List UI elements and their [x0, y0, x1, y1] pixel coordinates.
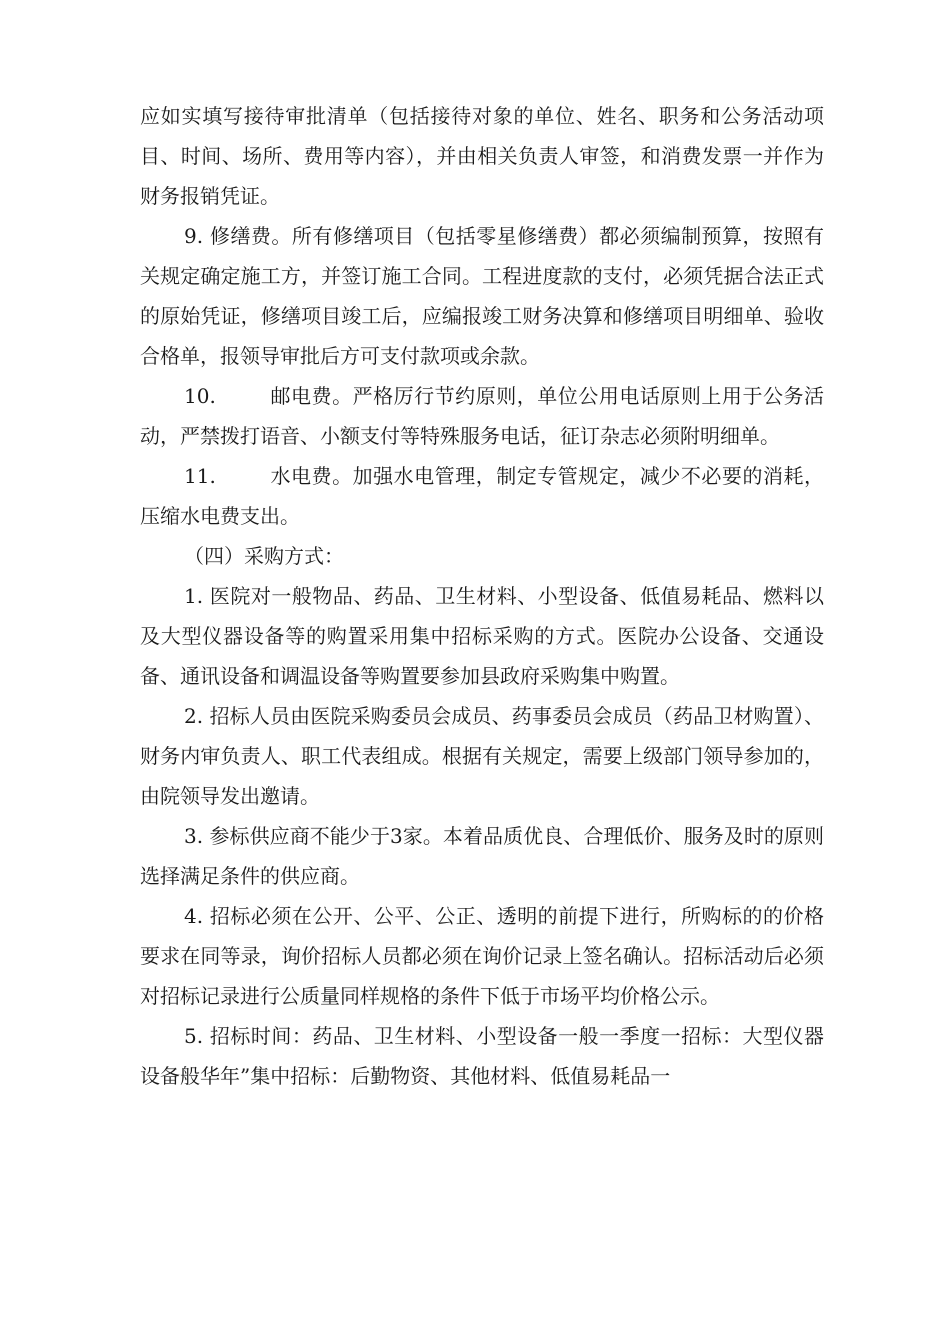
- paragraph-text: 邮电费。严格厉行节约原则，单位公用电话原则上用于公务活动，严禁拨打语音、小额支付等特殊服务电话，征订杂志必须附明细单。: [140, 384, 824, 448]
- item-number: 11.: [184, 464, 216, 488]
- paragraph-procurement-1: 1. 医院对一般物品、药品、卫生材料、小型设备、低值易耗品、燃料以及大型仪器设备等的购置采用集中招标采购的方式。医院办公设备、交通设备、通讯设备和调温设备等购置要参加县政府采购集中购置。: [140, 584, 824, 688]
- paragraph-procurement-3: 3. 参标供应商不能少于3家。本着品质优良、合理低价、服务及时的原则选择满足条件的供应商。: [140, 824, 824, 888]
- paragraph-text: 水电费。加强水电管理，制定专管规定，减少不必要的消耗，压缩水电费支出。: [140, 464, 824, 528]
- item-number: 10.: [184, 384, 216, 408]
- paragraph-procurement-2: 2. 招标人员由医院采购委员会成员、药事委员会成员（药品卫材购置）、财务内审负责人、职工代表组成。根据有关规定，需要上级部门领导参加的，由院领导发出邀请。: [140, 704, 824, 808]
- section-heading-procurement: （四）采购方式：: [184, 544, 344, 568]
- paragraph-repair-fee: 9. 修缮费。所有修缮项目（包括零星修缮费）都必须编制预算，按照有关规定确定施工方，并签订施工合同。工程进度款的支付，必须凭据合法正式的原始凭证，修缮项目竣工后，应编报竣工财务决算和修缮项目明细单、验收合格单，报领导审批后方可支付款项或余款。: [140, 224, 824, 368]
- paragraph-utility-fee: [140, 456, 824, 536]
- paragraph-reception-approval: 应如实填写接待审批清单（包括接待对象的单位、姓名、职务和公务活动项目、时间、场所、费用等内容），并由相关负责人审签，和消费发票一并作为财务报销凭证。: [140, 104, 824, 208]
- paragraph-procurement-5: 5. 招标时间：药品、卫生材料、小型设备一般一季度一招标：大型仪器设备般华年”集中招标：后勤物资、其他材料、低值易耗品一: [140, 1024, 824, 1088]
- paragraph-postal-fee: [140, 376, 824, 456]
- paragraph-procurement-4: 4. 招标必须在公开、公平、公正、透明的前提下进行，所购标的的价格要求在同等录，询价招标人员都必须在询价记录上签名确认。招标活动后必须对招标记录进行公质量同样规格的条件下低于市场平均价格公示。: [140, 904, 824, 1008]
- document-page: [140, 96, 824, 1096]
